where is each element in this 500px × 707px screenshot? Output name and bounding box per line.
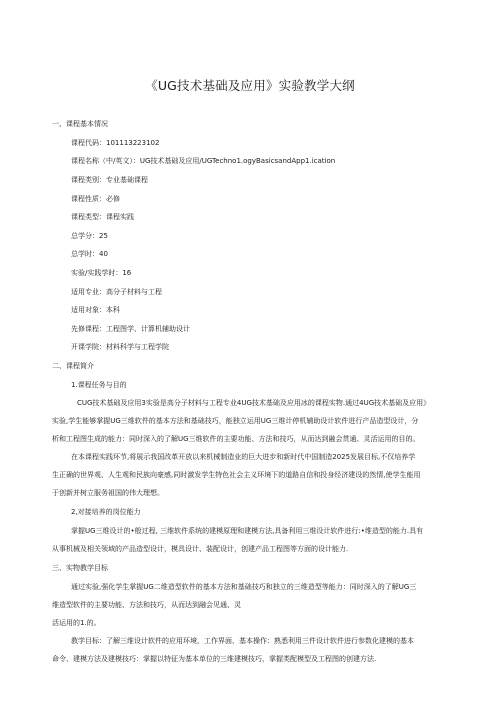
paragraph-line: 活运用的1.的。 — [52, 619, 101, 627]
paragraph-line: 维造型软件的主要功能、方法和技巧，从而达到融会见通、灵 — [52, 601, 241, 609]
total-credits: 总学分：25 — [71, 232, 108, 240]
prerequisite-courses: 先修课程：工程图学、计算机辅助设计 — [71, 325, 190, 333]
paragraph-line: 生正确的世界观、人生观和民族向豪感,同时激发学生特色社会主义环境下的道路自信和投身经济建设的然情,使学生能用 — [52, 471, 421, 479]
course-category: 课程类别：专业基础课程 — [71, 176, 148, 184]
paragraph-line: CUG技术基础及应用3实验是高分子材料与工程专业4UG技术基础及应用冰的课程实物.通过4UG技术基础及应用》 — [77, 399, 431, 407]
applicable-audience: 适用对象：本科 — [71, 306, 120, 314]
course-code: 课程代码：101113223102 — [71, 139, 160, 147]
paragraph-line: 从事机械及相关领域的产品造型设计，模具设计、装配设计，创建产品工程图等方面的设计能力. — [52, 545, 349, 553]
paragraph-line: 于创新并树立服务祖国的伟大理想。 — [52, 489, 164, 497]
total-hours: 总学时：40 — [71, 250, 108, 258]
subheading-job-ability: 2,对接培养的岗位能力 — [71, 508, 141, 516]
subheading-task-purpose: 1.课程任务与目的 — [71, 381, 127, 389]
paragraph-line: 在本课程实践环节,将展示我国改革开放以来机械制造业的巨大进步和新时代中国制造2025发展目标,不仅培养学 — [71, 453, 416, 461]
course-nature: 课程性质：必修 — [71, 195, 120, 203]
document-title: 《UG技术基础及应用》实验教学大纲 — [145, 78, 355, 93]
course-name: 课程名称（中/英文）：UG技术基础及应用/UGTechno1.ogyBasicsandApp1.ication — [71, 157, 336, 165]
paragraph-line: 教学目标：了解三维设计软件的应用环境，工作界面、基本操作：熟悉利用三件设计软件进行参数化建模的基本 — [71, 637, 414, 645]
lab-hours: 实验/实践学时：16 — [71, 269, 132, 277]
paragraph-line: 实验,学生能够掌握UG三维软件的基本方法和基础技巧，能独立运用UG三维计停机辅助设计软件进行产品造型设计，分 — [52, 417, 419, 425]
paragraph-line: 掌握UG三维设计的•般过程, 三维软件系统的建模原理和建模方法,具备利用三维设计软件进行:•维造型的能力.具有 — [71, 527, 424, 535]
applicable-major: 适用专业：高分子材料与工程 — [71, 288, 162, 296]
section-heading-course-intro: 二、课程简介 — [52, 362, 94, 370]
offering-college: 开课学院：材料科学与工程学院 — [71, 343, 169, 351]
section-heading-basic-info: 一、课程基本情况 — [52, 120, 108, 128]
paragraph-line: 命令、建模方法及建模技巧：掌握以特征为基本单位的三维建模技巧，掌握类配模型及工程图的创建方法. — [52, 655, 377, 663]
paragraph-line: 通过实验,强化学生掌握UG二维造型软件的基本方法和基础技巧和独立的三维造型等能力：同时深入的了解UG三 — [71, 583, 417, 591]
paragraph-line: 析和工程图生成的能力：同时深入的了解UG三维软件的主要功能、方法和技巧，从而达到融会贯通、灵活运用的目的。 — [52, 435, 420, 443]
section-heading-teaching-goals: 三、实物教学目标 — [52, 564, 108, 572]
course-type: 课程类型：课程实践 — [71, 213, 134, 221]
